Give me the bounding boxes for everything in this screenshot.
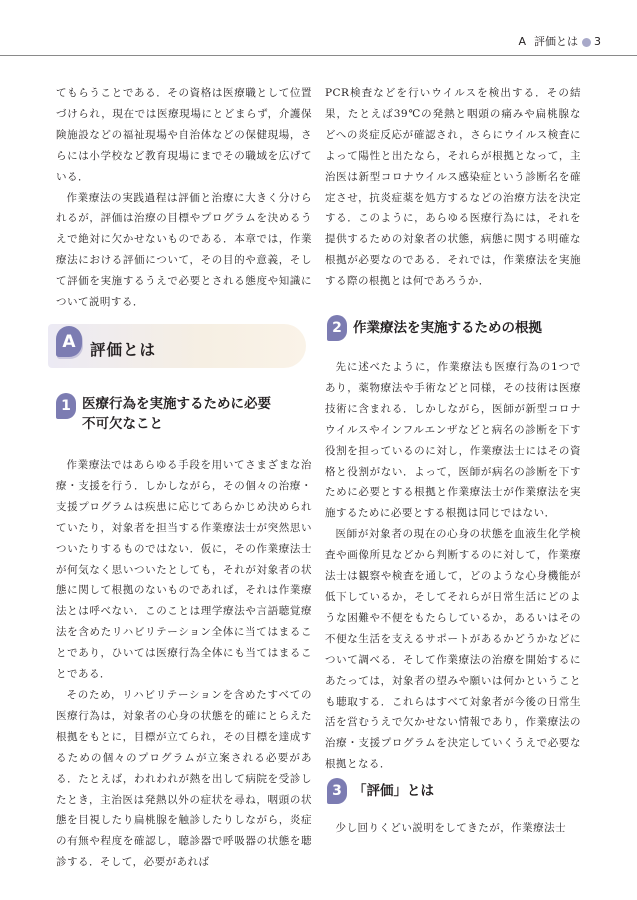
- running-head-section-letter: A: [518, 35, 526, 48]
- subsection-2-title: 作業療法を実施するための根拠: [353, 320, 542, 336]
- right-intro-paragraph: PCR検査などを行いウイルスを検出する．その結果，たとえば39℃の発熱と咽頭の痛みや扁桃腺などへの炎症反応が確認され，さらにウイルス検査によって陽性と出たなら，それらが根拠となって，主治医は新型コロナウイルス感染症という診断名を確定させ，抗炎症薬を処方するなどの治療方法を決定する．このように，あらゆる医療行為には，それを提供するための対象者の状態，病態に関する明確な根拠が必要なのである．それでは，作業療法を実施する際の根拠とは何であろうか．: [325, 87, 581, 288]
- subsection-2-paragraph-2: 医師が対象者の現在の心身の状態を血液生化学検査や画像所見などから判断するのに対して，作業療法士は観察や検査を通して，どのような心身機能が低下しているか，そしてそれらが日常生活にどのような困難や不便をもたらしているか，あるいはその不便な生活を支えるサポートがあるかどうかなどについて調べる．そして作業療法の治療を開始するにあたっては，対象者の望みや願いは何かということも聴取する．これらはすべて対象者が今後の日常生活を営むうえで欠かせない情報であり，作業療法の治療・支援プログラムを決定していくうえで必要な根拠となる．: [325, 528, 581, 771]
- page-number: 3: [594, 35, 601, 48]
- section-a-title: 評価とは: [90, 341, 157, 359]
- subsection-1-title: 医療行為を実施するために必要 不可欠なこと: [82, 396, 271, 432]
- section-a-heading: [48, 324, 306, 368]
- subsection-3-badge: 3: [327, 778, 347, 804]
- subsection-2-paragraph-1: 先に述べたように，作業療法も医療行為の1つであり，薬物療法や手術などと同様，その技術は医療技術に含まれる．しかしながら，医師が新型コロナウイルスやインフルエンザなどと病名の診断を下す役割を担っているのに対し，作業療法士にはその資格と役割がない．よって，医師が病名の診断を下すために必要とする根拠と作業療法士が作業療法を実施するために必要とする根拠は同じではない．: [325, 361, 581, 520]
- subsection-2-body: [325, 357, 581, 775]
- bullet-dot-icon: [582, 38, 591, 47]
- subsection-2-badge: 2: [327, 315, 347, 341]
- running-head-section-title: 評価とは: [534, 35, 578, 48]
- subsection-3-body: [325, 818, 581, 839]
- subsection-1-paragraph-1: 作業療法ではあらゆる手段を用いてさまざまな治療・支援を行う．しかしながら，その個々の治療・支援プログラムは疾患に応じてあらかじめ決められていたり，対象者を担当する作業療法士が突然思いついたりするものではない．仮に，その作業療法士が何気なく思いついたとしても，それが対象者の状態に関して根拠のないものであれば，それは作業療法とは呼べない．このことは理学療法や言語聴覚療法を含めたリハビリテーション全体に当てはまることであり，ひいては医療行為全体にも当てはまることである．: [56, 459, 312, 681]
- right-column: [325, 83, 581, 292]
- running-head: [518, 35, 601, 49]
- section-a-badge: A: [56, 326, 82, 357]
- subsection-1-badge: 1: [56, 393, 76, 419]
- subsection-3-title: 「評価」とは: [353, 783, 434, 799]
- subsection-1-paragraph-2: そのため，リハビリテーションを含めたすべての医療行為は，対象者の心身の状態を的確にとらえた根拠をもとに，目標が立てられ，その目標を達成するための個々のプログラムが立案される必要がある．たとえば，われわれが熱を出して病院を受診したとき，主治医は発熱以外の症状を尋ね，咽頭の状態を目視したり扁桃腺を触診したりしながら，炎症の有無や程度を確認し，聴診器で呼吸器の状態を聴診する．そして，必要があれば: [56, 688, 312, 869]
- subsection-3-paragraph: 少し回りくどい説明をしてきたが，作業療法士: [335, 822, 567, 834]
- header-rule: [0, 55, 637, 56]
- left-column: [56, 83, 312, 313]
- subsection-1-body: [56, 455, 312, 873]
- intro-paragraph-2: 作業療法の実践過程は評価と治療に大きく分けられるが，評価は治療の目標やプログラムを決めるうえで絶対に欠かせないものである．本章では，作業療法における評価について，その目的や意義，そして評価を実施するうえで必要とされる態度や知識について説明する．: [56, 191, 312, 309]
- intro-paragraph-1: てもらうことである．その資格は医療職として位置づけられ，現在では医療現場にとどまらず，介護保険施設などの福祉現場や自治体などの保健現場，さらには小学校など教育現場にまでその職域を広げている．: [56, 87, 312, 183]
